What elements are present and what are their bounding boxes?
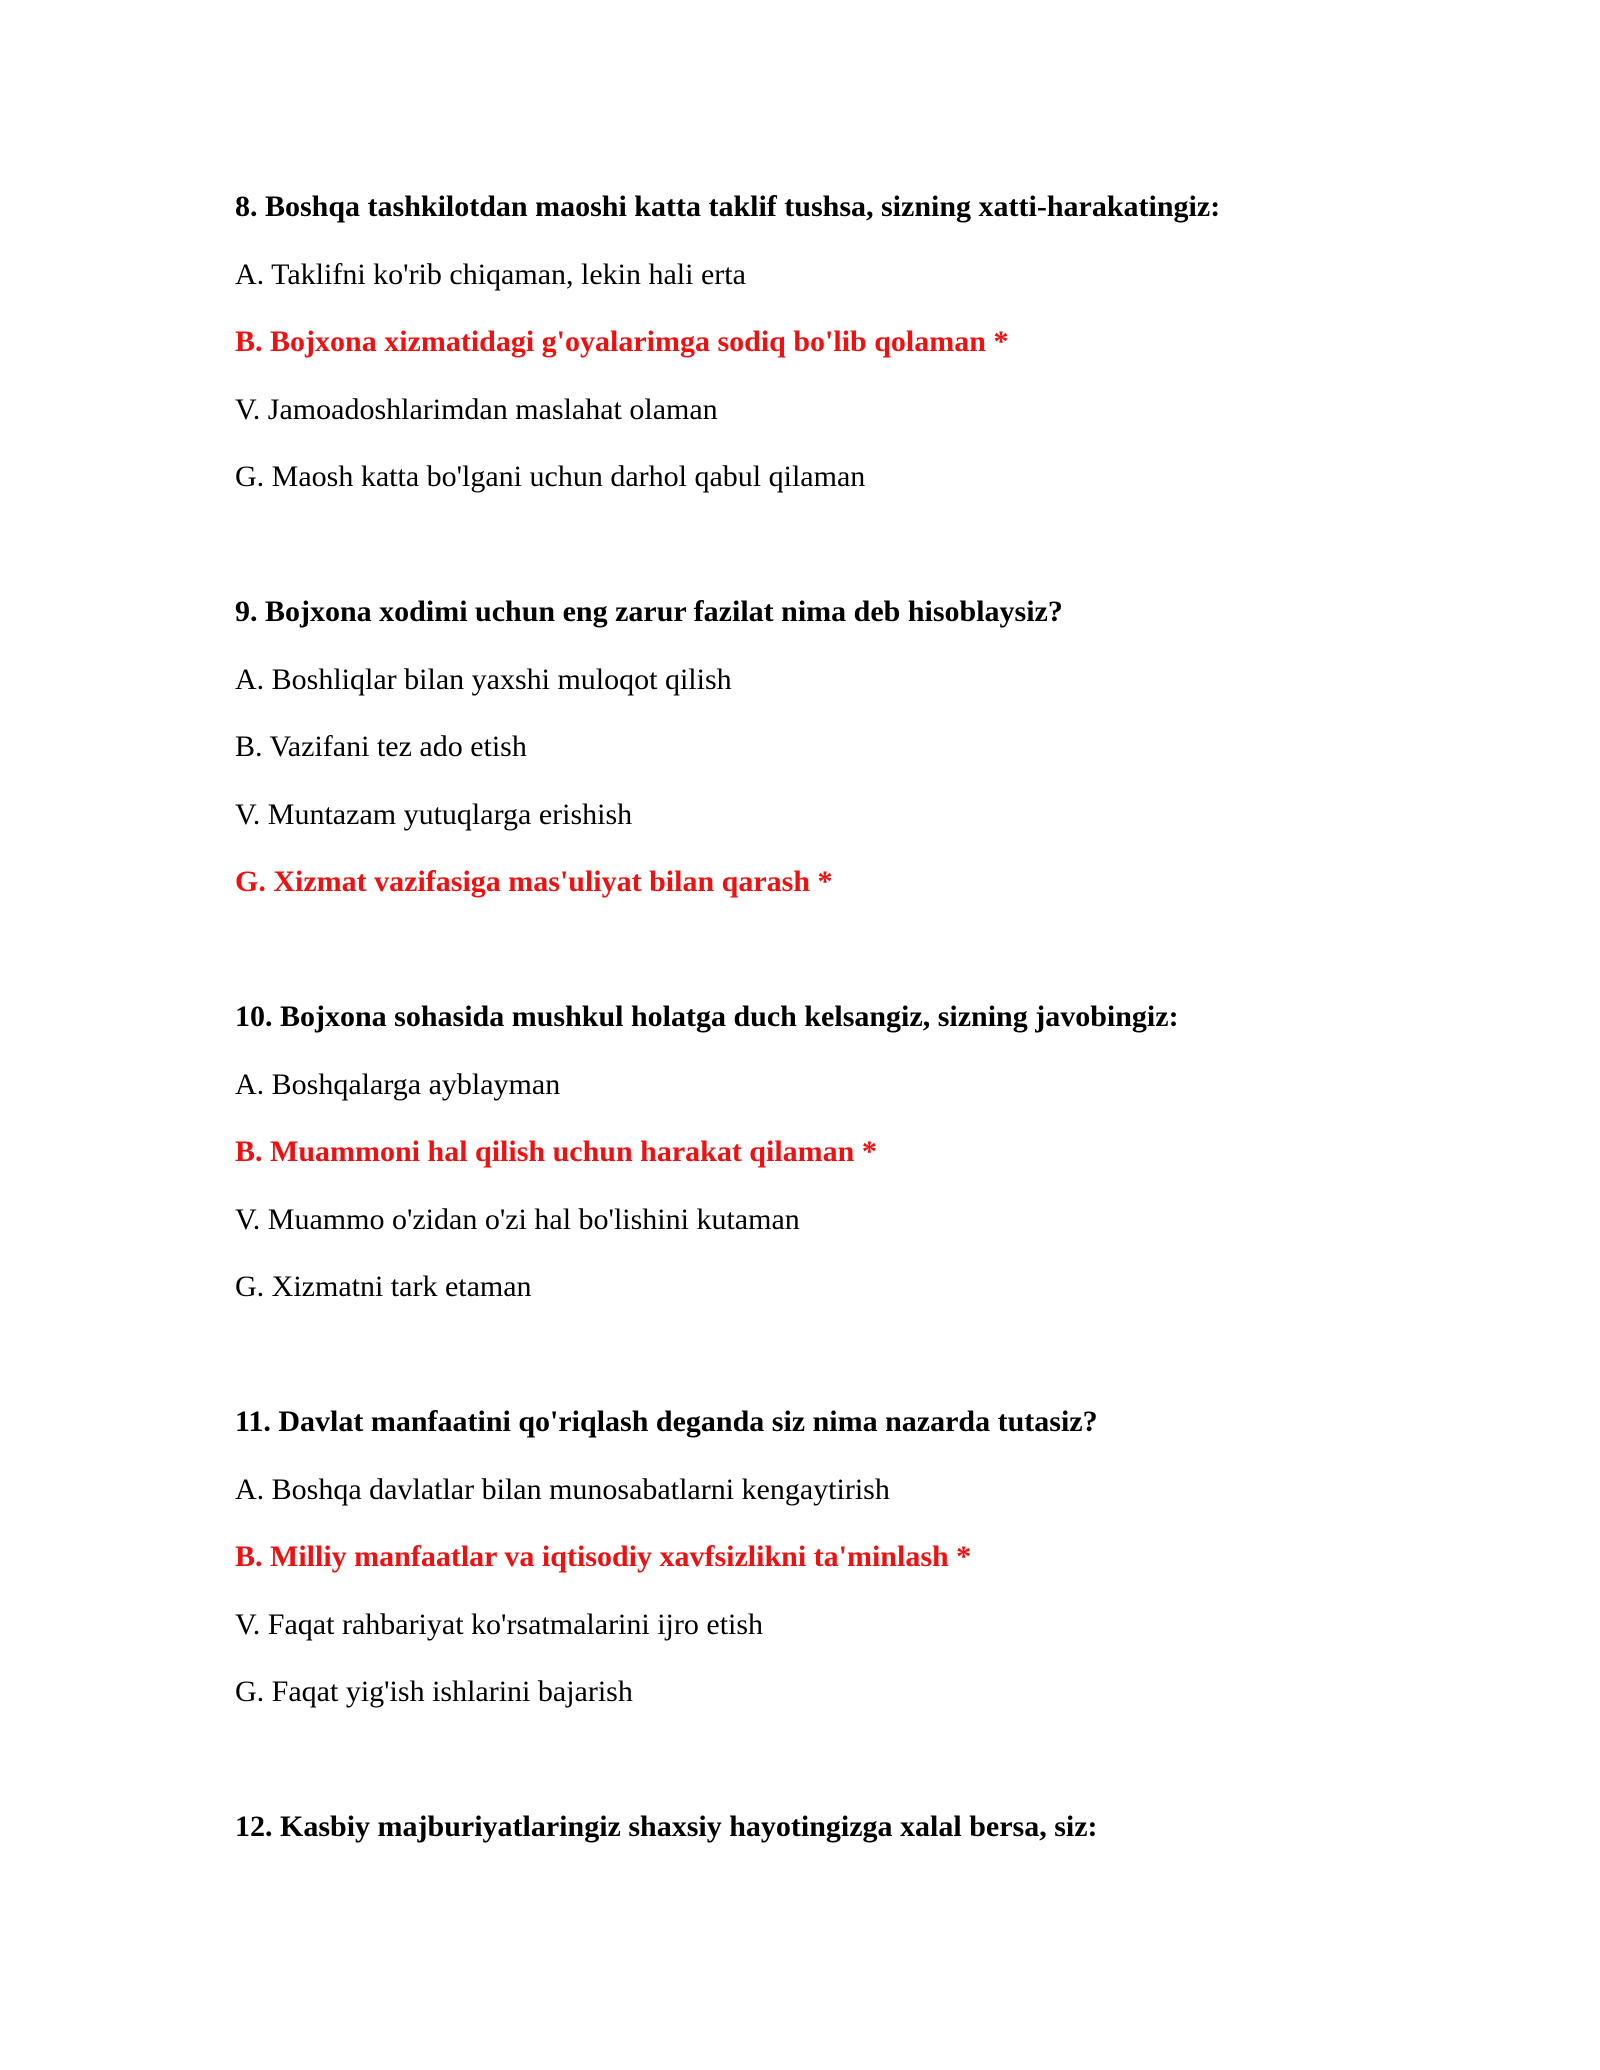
question-9-text: 9. Bojxona xodimi uchun eng zarur fazilat nima deb hisoblaysiz? xyxy=(235,595,1063,628)
question-9-option-b: B. Vazifani tez ado etish xyxy=(235,730,527,763)
question-10-option-b-correct: B. Muammoni hal qilish uchun harakat qilaman * xyxy=(235,1135,877,1168)
question-10-option-g: G. Xizmatni tark etaman xyxy=(235,1270,532,1303)
question-10-text: 10. Bojxona sohasida mushkul holatga duch kelsangiz, sizning javobingiz: xyxy=(235,1000,1179,1033)
question-11-text: 11. Davlat manfaatini qo'riqlash deganda siz nima nazarda tutasiz? xyxy=(235,1405,1098,1438)
question-8-option-b-correct: B. Bojxona xizmatidagi g'oyalarimga sodiq bo'lib qolaman * xyxy=(235,325,1009,358)
question-11-option-v: V. Faqat rahbariyat ko'rsatmalarini ijro etish xyxy=(235,1608,764,1641)
question-8-text: 8. Boshqa tashkilotdan maoshi katta taklif tushsa, sizning xatti-harakatingiz: xyxy=(235,190,1221,223)
question-10-option-v: V. Muammo o'zidan o'zi hal bo'lishini kutaman xyxy=(235,1203,800,1236)
question-11-option-g: G. Faqat yig'ish ishlarini bajarish xyxy=(235,1675,633,1708)
question-10-option-a: A. Boshqalarga ayblayman xyxy=(235,1068,561,1101)
question-9-option-v: V. Muntazam yutuqlarga erishish xyxy=(235,798,633,831)
question-8-option-v: V. Jamoadoshlarimdan maslahat olaman xyxy=(235,393,718,426)
question-8-option-a: A. Taklifni ko'rib chiqaman, lekin hali erta xyxy=(235,258,746,291)
question-11-option-a: A. Boshqa davlatlar bilan munosabatlarni kengaytirish xyxy=(235,1473,890,1506)
question-9-option-g-correct: G. Xizmat vazifasiga mas'uliyat bilan qarash * xyxy=(235,865,833,898)
question-9-option-a: A. Boshliqlar bilan yaxshi muloqot qilish xyxy=(235,663,732,696)
question-12-text: 12. Kasbiy majburiyatlaringiz shaxsiy hayotingizga xalal bersa, siz: xyxy=(235,1810,1098,1843)
question-8-option-g: G. Maosh katta bo'lgani uchun darhol qabul qilaman xyxy=(235,460,866,493)
question-11-option-b-correct: B. Milliy manfaatlar va iqtisodiy xavfsizlikni ta'minlash * xyxy=(235,1540,972,1573)
